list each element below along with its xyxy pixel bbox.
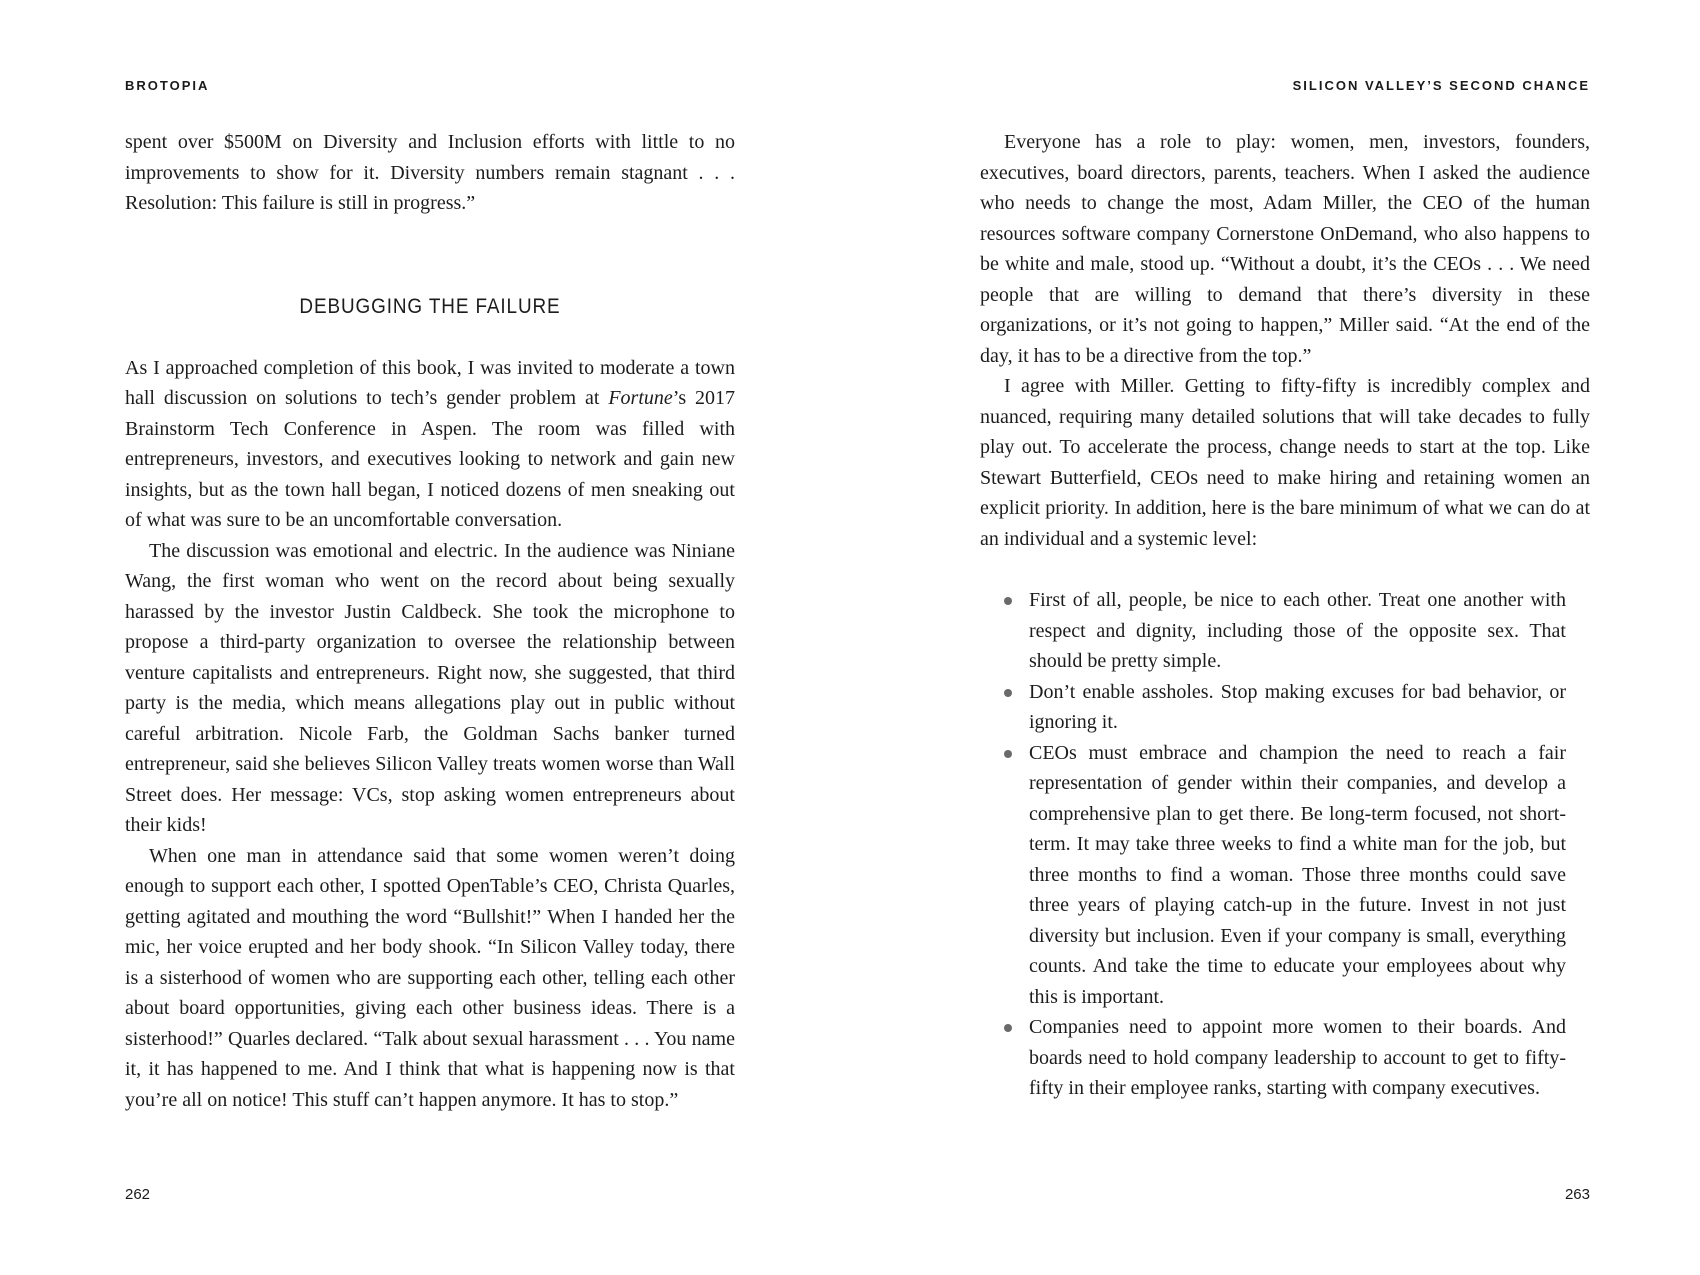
left-page-body (125, 127, 735, 1115)
paragraph-town-hall (125, 353, 735, 536)
recommendations-list (980, 585, 1590, 1104)
bullet-icon (1004, 689, 1012, 697)
paragraph-text: ’s 2017 Brainstorm Tech Conference in Aspen. The room was filled with entrepreneurs, investors, and executives looking to network and gain new insights, but as the town hall began, I noticed dozens of men sneaking out of what was sure to be an uncomfortable conversation. (125, 387, 735, 531)
bullet-icon (1004, 1024, 1012, 1032)
carry-over-paragraph: spent over $500M on Diversity and Inclusion efforts with little to no improvements to show for it. Diversity numbers remain stagnant . . . Resolution: This failure is still in progress.” (125, 131, 735, 214)
magazine-title: Fortune (608, 387, 673, 409)
paragraph-agree-with-miller: I agree with Miller. Getting to fifty-fifty is incredibly complex and nuanced, requiring many detailed solutions that will take decades to fully play out. To accelerate the process, change needs to start at the top. Like Stewart Butterfield, CEOs need to make hiring and retaining women an explicit priority. In addition, here is the bare minimum of what we can do at an individual and a systemic level: (980, 375, 1590, 550)
bullet-icon (1004, 597, 1012, 605)
bullet-icon (1004, 750, 1012, 758)
right-page-body (980, 127, 1590, 1104)
running-head-book-title: BROTOPIA (125, 78, 210, 93)
running-head-chapter-title: SILICON VALLEY’S SECOND CHANCE (1292, 78, 1590, 93)
paragraph-role-to-play: Everyone has a role to play: women, men, investors, founders, executives, board directors, parents, teachers. When I asked the audience who needs to change the most, Adam Miller, the CEO of the human resources software company Cornerstone OnDemand, who also happens to be white and male, stood up. “Without a doubt, it’s the CEOs . . . We need people that are willing to demand that there’s diversity in these organizations, or it’s not going to happen,” Miller said. “At the end of the day, it has to be a directive from the top.” (980, 131, 1590, 367)
section-heading: DEBUGGING THE FAILURE (299, 294, 561, 318)
page-number: 263 (1564, 1186, 1590, 1203)
right-page (980, 0, 1590, 1275)
list-item (980, 585, 1590, 677)
list-item-text: Companies need to appoint more women to their boards. And boards need to hold company leadership to account to get to fifty-fifty in their employee ranks, starting with company executives. (1029, 1016, 1566, 1099)
list-item-text: First of all, people, be nice to each other. Treat one another with respect and dignity, including those of the opposite sex. That should be pretty simple. (1029, 589, 1566, 672)
list-item (980, 1012, 1590, 1104)
list-item (980, 677, 1590, 738)
left-page (125, 0, 735, 1275)
list-item-text: Don’t enable assholes. Stop making excuses for bad behavior, or ignoring it. (1029, 680, 1566, 733)
paragraph-discussion: The discussion was emotional and electric. In the audience was Niniane Wang, the first woman who went on the record about being sexually harassed by the investor Justin Caldbeck. She took the microphone to propose a third-party organization to oversee the relationship between venture capitalists and entrepreneurs. Right now, she suggested, that third party is the media, which means allegations play out in public without careful arbitration. Nicole Farb, the Goldman Sachs banker turned entrepreneur, said she believes Silicon Valley treats women worse than Wall Street does. Her message: VCs, stop asking women entrepreneurs about their kids! (125, 539, 735, 836)
paragraph-text: As I approached completion of this book, I was invited to moderate a town hall discussion on solutions to tech’s gender problem at (125, 356, 735, 409)
list-item-text: CEOs must embrace and champion the need to reach a fair representation of gender within their companies, and develop a comprehensive plan to get there. Be long-term focused, not short-term. It may take three weeks to find a white man for the job, but three months to find a woman. Those three months could save three years of playing catch-up in the future. Invest in not just diversity but inclusion. Even if your company is small, everything counts. And take the time to educate your employees about why this is important. (1029, 741, 1566, 1008)
page-number: 262 (125, 1186, 151, 1203)
paragraph-quarles: When one man in attendance said that some women weren’t doing enough to support each other, I spotted OpenTable’s CEO, Christa Quarles, getting agitated and mouthing the word “Bullshit!” When I handed her the mic, her voice erupted and her body shook. “In Silicon Valley today, there is a sisterhood of women who are supporting each other, telling each other about board opportunities, giving each other business ideas. There is a sisterhood!” Quarles declared. “Talk about sexual harassment . . . You name it, it has happened to me. And I think that what is happening now is that you’re all on notice! This stuff can’t happen anymore. It has to stop.” (125, 844, 735, 1111)
list-item (980, 738, 1590, 1013)
